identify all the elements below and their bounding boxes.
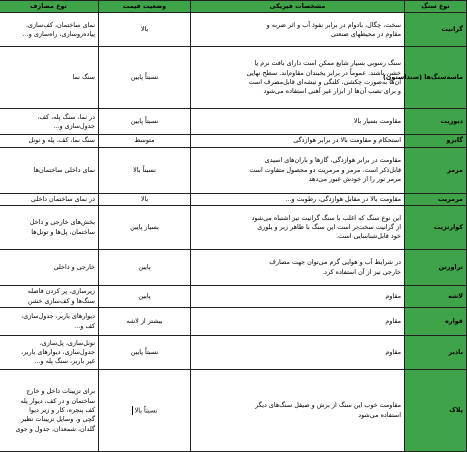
header-stone-type: نوع سنگ [405, 1, 467, 13]
stone-type-cell: کوارتزیت [405, 206, 467, 250]
table-row [0, 250, 467, 286]
stone-type-cell: پلاک [405, 370, 467, 452]
price-status-cell [99, 193, 191, 205]
usage-line: دیوارهای باربر، جدول‌سازی، [21, 312, 95, 321]
usage-line: سنگ نما [72, 73, 95, 82]
properties-line: سخت، چگال، بادوام در برابر نفوذ آب و اثر ضربه و [266, 20, 401, 29]
price-status-cell[interactable] [99, 370, 191, 452]
properties-line: استفاده می‌شود [358, 410, 401, 419]
properties-line: مقاومت بالا در مقابل هوازدگی، رطوبت و... [285, 194, 401, 203]
table-body [0, 13, 467, 452]
stone-type-cell: بادبر [405, 336, 467, 370]
usage-cell [0, 250, 99, 286]
table-row [0, 13, 467, 47]
usage-line: کف و... [74, 321, 95, 330]
table-header-row [0, 1, 467, 13]
usage-line: در نما، سنگ پله، کف، [37, 112, 95, 121]
usage-cell [0, 336, 99, 370]
stone-type-cell: قواره [405, 308, 467, 336]
usage-line: گچی و. وسایل تزیینات نظیر [20, 415, 95, 424]
usage-line: برای تزیینات داخل و خارج [26, 387, 95, 396]
price-status-text: بالا [140, 194, 149, 203]
properties-line: مقاومت خوب این سنگ از برش و صیقل سنگ‌های دیگر [255, 401, 401, 410]
price-status-cell [99, 109, 191, 135]
physical-properties-cell [191, 193, 405, 205]
properties-line: مقاوم [385, 292, 401, 301]
properties-line: قابل‌ذکر است. مرمر و مرمریت دو محصول متفاوت است [249, 165, 401, 174]
usage-line: غیر باربر، سنگ پله و... [34, 357, 95, 366]
physical-properties-cell [191, 13, 405, 47]
usage-line: گلدان، شمعدان، جدول و جوی [15, 424, 95, 433]
usage-line: پیاده‌روسازی، راه‌سازی و... [22, 29, 95, 38]
properties-line: مقاومت در برابر هوازدگی، گازها و باران‌های اسیدی [264, 156, 401, 165]
properties-line: مرمر نور را از خودش عبور می‌دهد [308, 175, 401, 184]
price-status-text: متوسط [134, 136, 155, 145]
table-row [0, 206, 467, 250]
text-cursor [132, 406, 133, 415]
usage-line: سنگ نما، کف، پله و تونل [28, 136, 95, 145]
price-status-text: بالا [140, 25, 149, 34]
properties-line: خارجی نیز از آن استفاده کرد. [322, 267, 401, 276]
properties-line: مقاوم در محیطهای صنعتی [331, 29, 401, 38]
properties-line: مقاوم [385, 348, 401, 357]
usage-line: زیرسازی، پر کردن فاصله [27, 287, 95, 296]
physical-properties-cell [191, 109, 405, 135]
properties-line: سنگ رسوبی بسیار شایع ممکن است دارای بافت نرم یا [254, 59, 401, 68]
header-usage: نوع مصارف [0, 1, 99, 13]
usage-cell [0, 13, 99, 47]
usage-line: نمای ساختمان، کف‌سازی، [25, 20, 95, 29]
stone-type-cell: مرمر [405, 147, 467, 193]
usage-line: جدول‌سازی و... [53, 121, 95, 130]
usage-line: تونل‌سازی، پل‌سازی، [39, 338, 95, 347]
price-status-text: بسیار پایین [130, 223, 159, 232]
physical-properties-cell [191, 147, 405, 193]
stone-type-cell: دیوریت [405, 109, 467, 135]
usage-cell [0, 135, 99, 147]
properties-line: خود قابل‌شناسایی است. [336, 232, 401, 241]
usage-line: در نمای ساختمان داخلی [31, 194, 95, 203]
physical-properties-cell [191, 336, 405, 370]
physical-properties-cell [191, 47, 405, 109]
properties-line: آن‌ها به‌صورت چکشی، کلنگی و تیشه‌ای قابل‌مصرف است [248, 77, 401, 86]
usage-line: نمای داخلی ساختمان‌ها [33, 165, 95, 174]
price-status-text: نسبتاً پایین [130, 117, 159, 126]
usage-cell [0, 193, 99, 205]
physical-properties-cell [191, 308, 405, 336]
usage-cell [0, 109, 99, 135]
price-status-text: پایین [138, 263, 151, 272]
table-row [0, 135, 467, 147]
stone-type-cell: گابرو [405, 135, 467, 147]
usage-cell [0, 47, 99, 109]
price-status-cell [99, 135, 191, 147]
price-status-text: نسبتاً پایین [130, 348, 159, 357]
table-row [0, 109, 467, 135]
usage-line: سنگ‌ها و کف‌سازی خشن [27, 296, 95, 305]
usage-cell [0, 147, 99, 193]
stone-type-cell: لاشه [405, 286, 467, 308]
usage-line: جدول‌سازی، دیوارهای باربر، [21, 348, 95, 357]
usage-cell [0, 286, 99, 308]
usage-line: بخش‌های خارجی و داخل [29, 218, 95, 227]
table-row [0, 47, 467, 109]
stone-type-cell: مرمریت [405, 193, 467, 205]
stone-type-cell: تراورتن [405, 250, 467, 286]
physical-properties-cell [191, 286, 405, 308]
properties-line: و برای نصب آن‌ها از ابزار غیر آهنی استفاده می‌شود [263, 87, 401, 96]
price-status-cell [99, 308, 191, 336]
table-row [0, 308, 467, 336]
usage-line: ساختمان و در کف، دیوار پله [20, 396, 95, 405]
price-status-cell [99, 147, 191, 193]
usage-line: کف پنجره، کار و زیر دیوا [29, 406, 95, 415]
table-row [0, 336, 467, 370]
properties-line: مقاوم [385, 317, 401, 326]
usage-cell [0, 206, 99, 250]
price-status-cell [99, 13, 191, 47]
properties-line: از گرانیت سخت‌تر است این سنگ با ظاهر زبر و بلوری [257, 223, 401, 232]
table-row [0, 147, 467, 193]
usage-line: خارجی و داخلی [53, 263, 95, 272]
price-status-text: نسبتاً پایین [130, 73, 159, 82]
price-status-text: بیشتر از لاشه [126, 317, 163, 326]
price-status-cell [99, 206, 191, 250]
price-status-cell [99, 47, 191, 109]
price-status-cell [99, 286, 191, 308]
price-status-text: پایین [138, 292, 151, 301]
price-status-cell [99, 250, 191, 286]
physical-properties-cell [191, 370, 405, 452]
usage-line: ساختمان، پل‌ها و تونل‌ها [31, 227, 95, 236]
stone-type-cell: گرانیت [405, 13, 467, 47]
properties-line: استحکام و مقاومت بالا در برابر هوازدگی [293, 136, 401, 145]
physical-properties-cell [191, 250, 405, 286]
properties-line: این نوع سنگ که اغلب با سنگ گرانیت نیز اشتباه می‌شود [251, 213, 401, 222]
physical-properties-cell [191, 206, 405, 250]
stone-type-cell: ماسه‌سنگ‌ها (سنداستون) [405, 47, 467, 109]
properties-line: مقاومت بسیار بالا [353, 117, 401, 126]
price-status-text: نسبتاً بالا [133, 165, 156, 174]
usage-cell [0, 370, 99, 452]
table-row [0, 370, 467, 452]
table-row [0, 193, 467, 205]
usage-cell [0, 308, 99, 336]
properties-line: در شرایط آب و هوایی گرم می‌توان جهت مصارف [269, 258, 401, 267]
physical-properties-cell [191, 135, 405, 147]
price-status-text: نسبتاً بالا [134, 406, 158, 415]
table-row [0, 286, 467, 308]
header-price-status: وضعیت قیمت [99, 1, 191, 13]
price-status-cell [99, 336, 191, 370]
header-physical-properties: مشخصات فیزیکی [191, 1, 405, 13]
properties-line: خشن باشند. عموماً در برابر یخبندان مقاوم‌اند. سطح نهایی [246, 68, 401, 77]
